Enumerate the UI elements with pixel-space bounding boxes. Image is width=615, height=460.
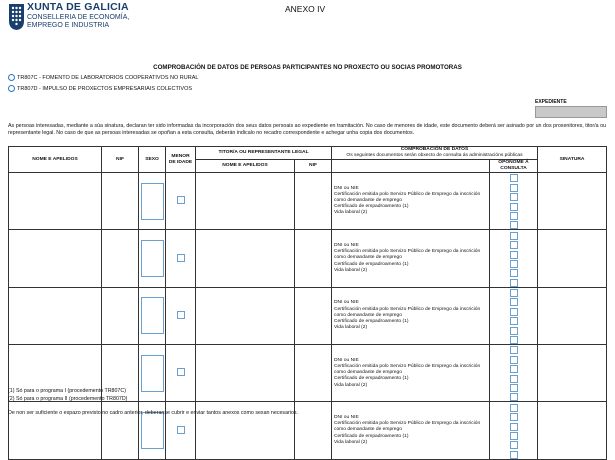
oppose-checkbox[interactable] — [510, 317, 518, 325]
menor-cell — [166, 230, 196, 287]
document-item: Vida laboral (2) — [334, 439, 368, 445]
nif-cell[interactable] — [102, 287, 139, 344]
document-item: Certificado de empadroamento (1) — [334, 204, 409, 210]
sexo-field[interactable] — [141, 412, 164, 449]
table-row — [9, 173, 607, 230]
oppose-checkbox[interactable] — [510, 193, 518, 201]
sinatura-cell[interactable] — [538, 402, 607, 459]
oppose-checkbox[interactable] — [510, 404, 518, 412]
document-item: Vida laboral (2) — [334, 267, 368, 273]
oppose-checkbox[interactable] — [510, 451, 518, 459]
oppose-checkbox[interactable] — [510, 441, 518, 449]
oppose-checkbox[interactable] — [510, 298, 518, 306]
department-line-2: EMPREGO E INDUSTRIA — [27, 22, 110, 29]
sinatura-cell[interactable] — [538, 230, 607, 287]
menor-checkbox[interactable] — [177, 254, 185, 262]
oppose-checkbox[interactable] — [510, 184, 518, 192]
header-titor-nif: NIF — [295, 160, 332, 173]
header-docs-blank — [332, 160, 490, 173]
document-item: DNI ou NIE — [334, 185, 359, 191]
oppose-checkbox[interactable] — [510, 413, 518, 421]
sexo-cell[interactable] — [139, 230, 166, 287]
nome-cell[interactable] — [9, 287, 102, 344]
sinatura-cell[interactable] — [538, 287, 607, 344]
oppose-checkbox[interactable] — [510, 232, 518, 240]
program-label-tr807d: TR807D - IMPULSO DE PROXECTOS EMPRESARIAIS COLECTIVOS — [17, 85, 193, 92]
header-titor: TITOR/A OU REPRESENTANTE LEGAL — [196, 147, 332, 160]
oppose-checkbox[interactable] — [510, 251, 518, 259]
document-item: Certificado de empadroamento (1) — [334, 261, 409, 267]
header-opponse: OPOÑOME Á CONSULTA — [490, 160, 538, 173]
header-sexo: SEXO — [139, 147, 166, 173]
menor-cell — [166, 345, 196, 402]
oppose-cell — [490, 230, 538, 287]
documents-cell — [332, 402, 490, 459]
department — [27, 14, 129, 30]
radio-tr807c[interactable] — [8, 74, 15, 81]
oppose-checkbox[interactable] — [510, 203, 518, 211]
documents-cell — [332, 345, 490, 402]
expediente-label: EXPEDIENTE — [535, 99, 567, 105]
document-item: DNI ou NIE — [334, 243, 359, 248]
header-nome: NOME E APELIDOS — [9, 147, 102, 173]
titor-nome-cell[interactable] — [196, 345, 295, 402]
oppose-checkbox[interactable] — [510, 327, 518, 335]
table-row — [9, 287, 607, 344]
oppose-cell — [490, 173, 538, 230]
sexo-field[interactable] — [141, 240, 164, 277]
program-option-tr807d[interactable] — [8, 85, 192, 92]
header-comprobacion: COMPROBACIÓN DE DATOS Os seguintes documentos serán obxecto de consulta ás administracións públicas — [332, 147, 538, 160]
annex-label: ANEXO IV — [285, 4, 326, 14]
nome-cell[interactable] — [9, 173, 102, 230]
titor-nif-cell[interactable] — [295, 402, 332, 459]
menor-cell — [166, 287, 196, 344]
oppose-checkbox[interactable] — [510, 289, 518, 297]
document-item: Certificado de empadroamento (1) — [334, 318, 409, 324]
program-label-tr807c: TR807C - FOMENTO DE LABORATORIOS COOPERATIVOS NO RURAL — [17, 74, 199, 81]
document-item: Certificado de empadroamento (1) — [334, 433, 409, 439]
oppose-checkbox[interactable] — [510, 384, 518, 392]
oppose-checkbox[interactable] — [510, 375, 518, 383]
department-line-1: CONSELLERIA DE ECONOMÍA, — [27, 14, 130, 21]
document-item: DNI ou NIE — [334, 415, 359, 421]
document-item: Vida laboral (2) — [334, 325, 368, 331]
oppose-cell — [490, 287, 538, 344]
intro-text: As persoas interesadas, mediante a súa sinatura, declaran ter sido informadas da incorporación dos seus datos persoais ao expediente en tramitación. No caso de menores de idade, este documento deberá ser asinado por un dos proxenitores, titor/a ou representante legal. No caso de que as persoas interesadas se opoñan a esta consulta, deberán indicalo no recadro correspondente e achegar unha copia dos documentos. — [8, 123, 606, 137]
program-option-tr807c[interactable] — [8, 74, 198, 81]
document-item: Certificación emitida polo Servizo Público de Emprego da inscrición como demandante de emprego — [334, 421, 481, 433]
documents-cell — [332, 230, 490, 287]
oppose-checkbox[interactable] — [510, 260, 518, 268]
note-2: (2) Só para o programa II (procedemento TR807D) — [8, 396, 128, 402]
document-item: DNI ou NIE — [334, 357, 359, 363]
sexo-field[interactable] — [141, 183, 164, 220]
titor-nif-cell[interactable] — [295, 345, 332, 402]
sexo-cell[interactable] — [139, 173, 166, 230]
sexo-field[interactable] — [141, 355, 164, 392]
oppose-checkbox[interactable] — [510, 432, 518, 440]
documents-cell — [332, 173, 490, 230]
document-item: Certificación emitida polo Servizo Público de Emprego da inscrición como demandante de emprego — [334, 249, 481, 261]
oppose-checkbox[interactable] — [510, 308, 518, 316]
oppose-checkbox[interactable] — [510, 269, 518, 277]
nif-cell[interactable] — [102, 230, 139, 287]
document-item: Certificación emitida polo Servizo Público de Emprego da inscrición como demandante de emprego — [334, 363, 481, 376]
menor-checkbox[interactable] — [177, 196, 185, 204]
header-menor: MENOR DE IDADE — [166, 147, 196, 173]
titor-nome-cell[interactable] — [196, 287, 295, 344]
sexo-field[interactable] — [141, 297, 164, 334]
oppose-checkbox[interactable] — [510, 365, 518, 373]
sexo-cell[interactable] — [139, 287, 166, 344]
note-1: (1) Só para o programa I (procedemento TR807C) — [8, 388, 126, 394]
menor-checkbox[interactable] — [177, 426, 185, 434]
radio-tr807d[interactable] — [8, 85, 15, 92]
table-row — [9, 230, 607, 287]
menor-checkbox[interactable] — [177, 311, 185, 319]
document-item: DNI ou NIE — [334, 300, 359, 306]
page-title: COMPROBACIÓN DE DATOS DE PERSOAS PARTICIPANTES NO PROXECTO OU SOCIAS PROMOTORAS — [153, 64, 462, 71]
oppose-checkbox[interactable] — [510, 336, 518, 344]
document-item: Certificación emitida polo Servizo Público de Emprego da inscrición como demandante de emprego — [334, 306, 481, 318]
oppose-checkbox[interactable] — [510, 346, 518, 354]
oppose-checkbox[interactable] — [510, 356, 518, 364]
oppose-checkbox[interactable] — [510, 221, 518, 229]
titor-nome-cell[interactable] — [196, 173, 295, 230]
footer-note: De non ser suficiente o espazo previsto no cadro anterior, deberanse cubrir e enviar tantos anexos como sexan necesarios. — [8, 410, 299, 416]
menor-cell — [166, 173, 196, 230]
header-sinatura: SINATURA — [538, 147, 607, 173]
org-name: XUNTA DE GALICIA — [27, 1, 129, 13]
oppose-checkbox[interactable] — [510, 393, 518, 401]
coat-of-arms-icon — [8, 3, 25, 31]
titor-nif-cell[interactable] — [295, 287, 332, 344]
titor-nome-cell[interactable] — [196, 230, 295, 287]
menor-checkbox[interactable] — [177, 368, 185, 376]
oppose-checkbox[interactable] — [510, 174, 518, 182]
documents-cell — [332, 287, 490, 344]
header-titor-nome: NOME E APELIDOS — [196, 160, 295, 173]
titor-nif-cell[interactable] — [295, 230, 332, 287]
document-item: Vida laboral (2) — [334, 382, 368, 388]
sinatura-cell[interactable] — [538, 173, 607, 230]
titor-nif-cell[interactable] — [295, 173, 332, 230]
oppose-checkbox[interactable] — [510, 423, 518, 431]
oppose-checkbox[interactable] — [510, 212, 518, 220]
sexo-cell[interactable] — [139, 345, 166, 402]
document-item: Certificado de empadroamento (1) — [334, 376, 409, 382]
document-item: Vida laboral (2) — [334, 210, 368, 216]
nome-cell[interactable] — [9, 230, 102, 287]
oppose-checkbox[interactable] — [510, 241, 518, 249]
oppose-checkbox[interactable] — [510, 279, 518, 287]
nif-cell[interactable] — [102, 173, 139, 230]
oppose-cell — [490, 402, 538, 459]
header-nif: NIF — [102, 147, 139, 173]
oppose-cell — [490, 345, 538, 402]
expediente-field[interactable] — [535, 106, 607, 118]
sinatura-cell[interactable] — [538, 345, 607, 402]
document-item: Certificación emitida polo Servizo Público de Emprego da inscrición como demandante de emprego — [334, 191, 481, 204]
